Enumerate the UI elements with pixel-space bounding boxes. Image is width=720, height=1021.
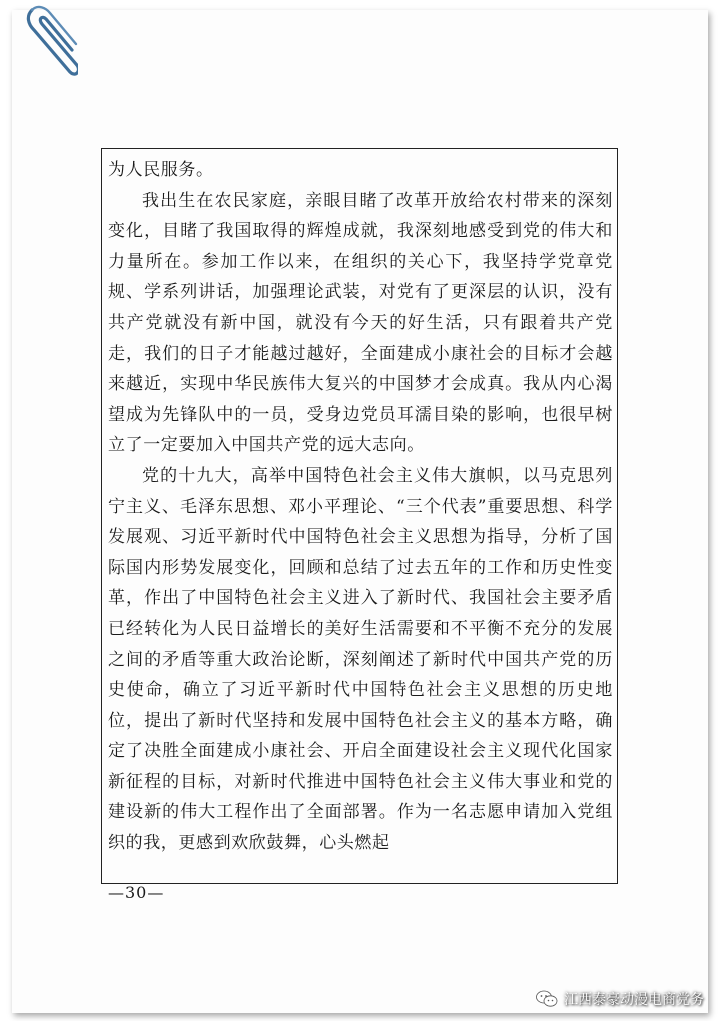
page-number: —30— [108,883,165,902]
watermark-text: 江西泰豪动漫电商党务 [564,992,704,1008]
paperclip-icon [18,0,78,80]
paragraph-3: 党的十九大，高举中国特色社会主义伟大旗帜，以马克思列宁主义、毛泽东思想、邓小平理论、“三个代表”重要思想、科学发展观、习近平新时代中国特色社会主义思想为指导，分析了国际国内形势发展变化，回顾和总结了过去五年的工作和历史性变革，作出了中国特色社会主义进入了新时代、我国社会主要矛盾已经转化为人民日益增长的美好生活需要和不平衡不充分的发展之间的矛盾等重大政治论断，深刻阐述了新时代中国共产党的历史使命，确立了习近平新时代中国特色社会主义思想的历史地位，提出了新时代坚持和发展中国特色社会主义的基本方略，确定了决胜全面建成小康社会、开启全面建设社会主义现代化国家新征程的目标，对新时代推进中国特色社会主义伟大事业和党的建设新的伟大工程作出了全面部署。作为一名志愿申请加入党组织的我，更感到欢欣鼓舞，心头燃起 [108,465,613,854]
paragraph-1: 为人民服务。 [108,160,214,180]
watermark [536,989,704,1009]
text-frame [101,148,618,884]
paragraph-2: 我出生在农民家庭，亲眼目睹了改革开放给农村带来的深刻变化，目睹了我国取得的辉煌成就，我深刻地感受到党的伟大和力量所在。参加工作以来，在组织的关心下，我坚持学党章党规、学系列讲话，加强理论武装，对党有了更深层的认识，没有共产党就没有新中国，就没有今天的好生活，只有跟着共产党走，我们的日子才能越过越好，全面建成小康社会的目标才会越来越近，实现中华民族伟大复兴的中国梦才会成真。我从内心渴望成为先锋队中的一员，受身边党员耳濡目染的影响，也很早树立了一定要加入中国共产党的远大志向。 [108,190,613,456]
wechat-icon [536,990,558,1008]
